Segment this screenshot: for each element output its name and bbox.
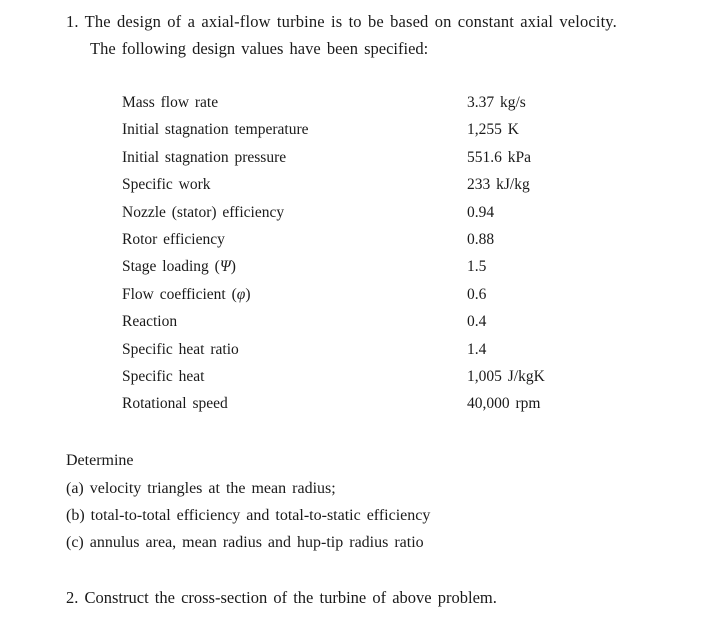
design-values-table: [122, 93, 642, 422]
spec-value: 1,255 K: [467, 121, 519, 139]
spec-label: [122, 257, 236, 277]
task-a: (a) velocity triangles at the mean radius;: [66, 480, 336, 497]
psi-symbol: Ψ: [219, 258, 231, 276]
spec-label: Mass flow rate: [122, 94, 219, 111]
task-c: (c) annulus area, mean radius and hup-tip radius ratio: [66, 534, 424, 551]
spec-row-stage-loading: [122, 257, 642, 284]
spec-value: 0.88: [467, 230, 495, 248]
spec-value: 1.4: [467, 340, 487, 358]
phi-symbol: φ: [236, 285, 246, 303]
spec-label: Initial stagnation pressure: [122, 148, 287, 166]
spec-value: 0.94: [467, 203, 495, 221]
spec-value: 3.37 kg/s: [467, 94, 526, 111]
spec-value: 0.4: [467, 313, 487, 331]
spec-row-initial-stagnation-pressure: [122, 148, 642, 175]
question-1-line-1: 1. The design of a axial-flow turbine is to be based on constant axial velocity.: [66, 12, 617, 31]
spec-label: Initial stagnation temperature: [122, 121, 309, 139]
spec-row-reaction: [122, 312, 642, 339]
task-b: (b) total-to-total efficiency and total-to-static efficiency: [66, 507, 431, 524]
spec-label: Rotor efficiency: [122, 230, 225, 248]
spec-value: 1.5: [467, 258, 487, 276]
spec-label: Specific heat: [122, 367, 205, 385]
spec-row-specific-heat: [122, 367, 642, 394]
spec-label-text: Flow coefficient (: [122, 285, 237, 303]
spec-value: 551.6 kPa: [467, 148, 531, 166]
spec-row-mass-flow-rate: [122, 93, 642, 120]
spec-label-close: ): [230, 258, 236, 276]
spec-row-nozzle-efficiency: [122, 203, 642, 230]
spec-row-flow-coefficient: [122, 285, 642, 312]
spec-label: Specific heat ratio: [122, 340, 239, 358]
spec-label: Nozzle (stator) efficiency: [122, 203, 285, 221]
spec-label: [122, 285, 251, 305]
spec-value: 40,000 rpm: [467, 395, 541, 413]
spec-row-rotational-speed: [122, 394, 642, 421]
spec-value: 0.6: [467, 285, 487, 303]
question-2: 2. Construct the cross-section of the turbine of above problem.: [66, 588, 497, 607]
spec-label-text: Stage loading (: [122, 258, 220, 276]
question-1-line-2: The following design values have been specified:: [90, 39, 429, 58]
determine-heading: Determine: [66, 452, 134, 469]
spec-label: Rotational speed: [122, 395, 228, 413]
spec-row-rotor-efficiency: [122, 230, 642, 257]
spec-label: Reaction: [122, 313, 178, 331]
spec-row-specific-heat-ratio: [122, 340, 642, 367]
spec-row-initial-stagnation-temperature: [122, 120, 642, 147]
spec-label-close: ): [245, 285, 251, 303]
spec-label: Specific work: [122, 176, 211, 194]
spec-value: 233 kJ/kg: [467, 176, 530, 194]
spec-value: 1,005 J/kgK: [467, 367, 545, 385]
spec-row-specific-work: [122, 175, 642, 202]
